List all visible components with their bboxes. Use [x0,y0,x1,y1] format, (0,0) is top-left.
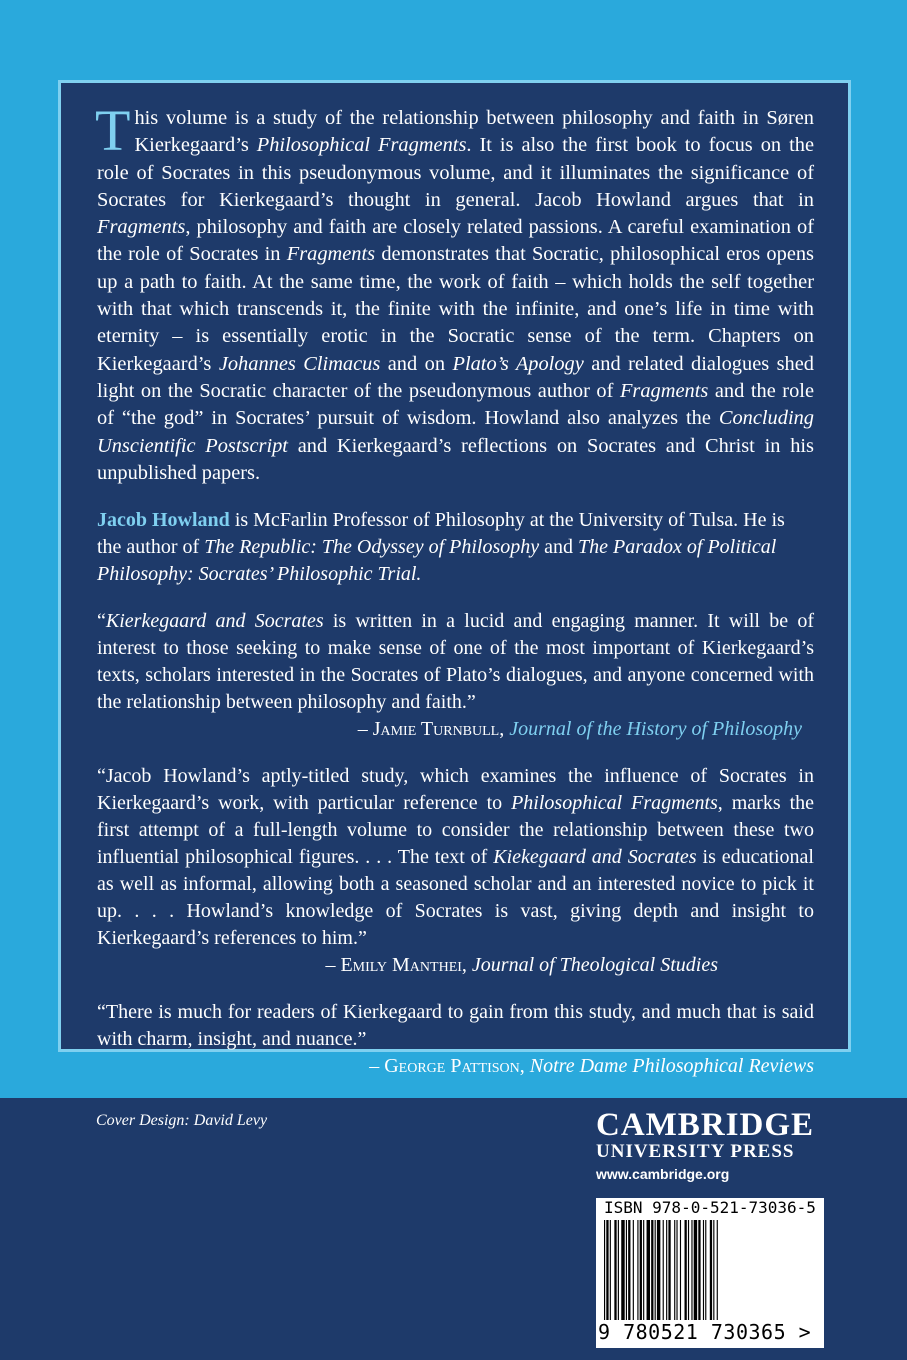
quote-text: is written in a lucid and engaging manner. It will be of interest to those seeking to make sense of one of the most important of Kierkegaard’s texts, scholars interested in the Socrates of Plato’s dialogues, and anyone concerned with the relationship between philosophy and faith.” [97,610,814,714]
publisher-url: www.cambridge.org [596,1166,730,1182]
attribution-separator: , [499,718,510,741]
attribution-separator: , [461,954,472,977]
title-reference: Fragments [286,243,376,266]
book-description [95,98,815,487]
barcode-icon [604,1220,816,1320]
isbn-number: ISBN 978-0-521-73036-5 [604,1198,816,1217]
cover-footer [0,1098,907,1360]
quote-text: is educational as well as informal, allowing both a seasoned scholar and an interested novice to pick it up. . . . Howland’s knowledge of Socrates is vast, giving depth and insight to Kierkegaard’s references to him.” [97,846,814,950]
barcode-digits: 9 780521 730365 > [598,1320,812,1344]
quote-text: , marks the first attempt of a full-length volume to consider the relationship between these two influential philosophical figures. . . . The text of [97,792,815,869]
review-attribution [97,1053,814,1080]
isbn-barcode [596,1198,824,1348]
description-text: and related dialogues shed light on the Socratic character of the pseudonymous author of [97,352,815,402]
quote-mark: “ [97,610,106,633]
description-text: , philosophy and faith are closely related passions. A careful examination of the role of Socrates in [97,216,814,266]
description-text: . It is also the first book to focus on the role of Socrates in this pseudonymous volume, and it illuminates the significance of Socrates for Kierkegaard’s thought in general. Jacob Howland argues that in [97,134,814,211]
author-bio [97,507,814,588]
reviewer-name: George Pattison [384,1055,520,1078]
title-reference: Fragments [619,379,709,402]
description-text: demonstrates that Socratic, philosophical eros opens up a path to faith. At the same time, the work of faith – which holds the self together with that which transcends it, the finite with the infinite, and one’s life in time with eternity – is essentially erotic in the Socratic sense of the term. Chapters on Kierkegaard’s [97,243,814,375]
title-reference: Concluding Unscientific Postscript [97,407,814,457]
description-text: his volume is a study of the relationship between philosophy and faith in Søren Kierkegaard’s [134,107,814,157]
title-reference: Philosophical Fragments [511,792,718,815]
bio-text: is McFarlin Professor of Philosophy at the University of Tulsa. He is the author of [97,509,785,559]
review-attribution [97,952,718,979]
review-source: Journal of Theological Studies [471,954,718,977]
attribution-separator: , [519,1055,530,1078]
reviewer-name: Jamie Turnbull [372,718,500,741]
review-quote [97,999,814,1053]
description-text: and the role of “the god” in Socrates’ pursuit of wisdom. Howland also analyzes the [97,379,814,430]
reviewer-name: Emily Manthei [340,954,462,977]
title-reference: Kiekegaard and Socrates [493,846,697,869]
title-reference: The Republic: The Odyssey of Philosophy [204,536,540,559]
review-attribution [97,716,802,743]
title-reference: Plato’s Apology [452,352,584,375]
drop-cap: T [95,98,131,163]
attribution-dash: – [357,718,373,741]
title-reference: Kierkegaard and Socrates [105,610,324,633]
bio-text: and [539,536,579,559]
publisher-logo [596,1108,814,1182]
description-text: and Kierkegaard’s reflections on Socrates and Christ in his unpublished papers. [97,434,814,484]
attribution-dash: – [369,1055,385,1078]
publisher-subtitle: UNIVERSITY PRESS [596,1141,795,1162]
attribution-dash: – [325,954,341,977]
title-reference: The Paradox of Political Philosophy: Socrates’ Philosophic Trial. [97,536,777,586]
cover-design-credit: Cover Design: David Levy [96,1112,268,1129]
review-quote [97,608,814,716]
title-reference: Fragments [97,216,186,239]
back-cover-text-panel [58,80,851,1078]
description-text: and on [380,352,453,375]
title-reference: Johannes Climacus [218,352,381,375]
quote-text: “There is much for readers of Kierkegaard to gain from this study, and much that is said with charm, insight, and nuance.” [97,1001,814,1051]
review-quote [97,763,814,952]
title-reference: Philosophical Fragments [256,134,467,157]
quote-text: “Jacob Howland’s aptly-titled study, which examines the influence of Socrates in Kierkegaard’s work, with particular reference to [97,765,814,815]
author-name: Jacob Howland [97,509,230,532]
review-source: Journal of the History of Philosophy [509,718,802,741]
publisher-name: CAMBRIDGE [596,1107,815,1143]
review-source: Notre Dame Philosophical Reviews [529,1055,814,1078]
